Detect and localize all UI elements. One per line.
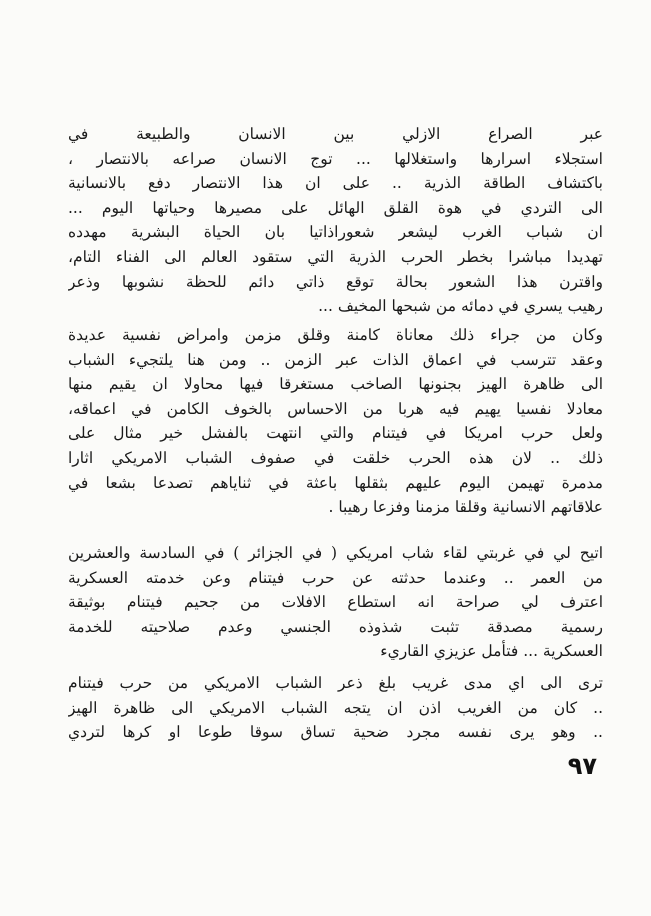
paragraph-line: رهيب يسري في دمائه من شبحها المخيف ... <box>318 297 603 316</box>
paragraph-line: من العمر .. وعندما حدثته عن حرب فيتنام وعن خدمته العسكرية <box>68 568 603 587</box>
paragraph-1 <box>68 122 603 319</box>
paragraph-line: استجلاء اسرارها واستغلالها ... توج الانسان صراعه بالانتصار ، <box>68 149 603 168</box>
paragraph-line: باكتشاف الطاقة الذرية .. على ان هذا الانتصار دفع بالانسانية <box>68 174 603 193</box>
paragraph-line: ولعل حرب امريكا في فيتنام والتي انتهت بالفشل خير مثال على <box>68 424 603 443</box>
paragraph-line: العسكرية ... فتأمل عزيزي القاريء <box>380 642 603 661</box>
paragraph-line: واقترن هذا الشعور بحالة توقع ذاتي دائم للحظة نشوبها وذعر <box>68 272 603 291</box>
paragraph-3 <box>68 541 603 664</box>
paragraph-line: عبر الصراع الازلي بين الانسان والطبيعة في <box>68 125 603 143</box>
paragraph-line: علاقاتهم الانسانية وقلقا مزمنا وفزعا رهيبا . <box>328 498 603 517</box>
paragraph-line: وكان من جراء ذلك معاناة كامنة وقلق مزمن وامراض نفسية عديدة <box>68 326 603 344</box>
paragraph-line: تهديدا مباشرا بخطر الحرب الذرية التي ستقود العالم الى الفناء التام، <box>68 247 603 266</box>
paragraph-line: وعقد تترسب في اعماق الذات عبر الزمن .. ومن هنا يلتجيء الشباب <box>68 350 603 369</box>
paragraph-2 <box>68 323 603 520</box>
paragraph-line: ذلك .. لان هذه الحرب خلقت في صفوف الشباب الامريكي اثارا <box>68 448 603 467</box>
paragraph-line: معادلا نفسيا يهيم فيه هربا من الاحساس بالخوف الكامن في اعماقه، <box>68 399 603 418</box>
paragraph-line: ترى الى اي مدى غريب بلغ ذعر الشباب الامريكي من حرب فيتنام <box>68 674 603 692</box>
paragraph-line: اتيح لي في غربتي لقاء شاب امريكي ( في الجزائر ) في السادسة والعشرين <box>68 544 603 562</box>
paragraph-line: .. وهو يرى نفسه مجرد ضحية تساق سوقا طوعا او كرها لتردي <box>68 723 603 742</box>
paragraph-4 <box>68 671 603 745</box>
paragraph-line: ان شباب الغرب ليشعر شعوراذاتيا بان الحياة البشرية مهدده <box>68 223 603 242</box>
paragraph-line: الى ظاهرة الهيز بجنونها الصاخب مستغرقا فيها محاولا ان يقيم منها <box>68 375 603 394</box>
paragraph-line: مدمرة تهيمن اليوم عليهم بثقلها باعثة في ثناياهم تصدعا بشعا في <box>68 473 603 492</box>
paragraph-line: رسمية مصدقة تثبت شذوذه الجنسي وعدم صلاحيته للخدمة <box>68 617 603 636</box>
page-number: ٩٧ <box>567 752 597 780</box>
paragraph-line: اعترف لي صراحة انه استطاع الافلات من جحيم فيتنام بوثيقة <box>68 593 603 612</box>
paragraph-line: الى التردي في هوة القلق الهائل على مصيرها وحياتها اليوم ... <box>68 198 603 217</box>
paragraph-line: .. كان من الغريب اذن ان يتجه الشباب الامريكي الى ظاهرة الهيز <box>68 698 603 717</box>
